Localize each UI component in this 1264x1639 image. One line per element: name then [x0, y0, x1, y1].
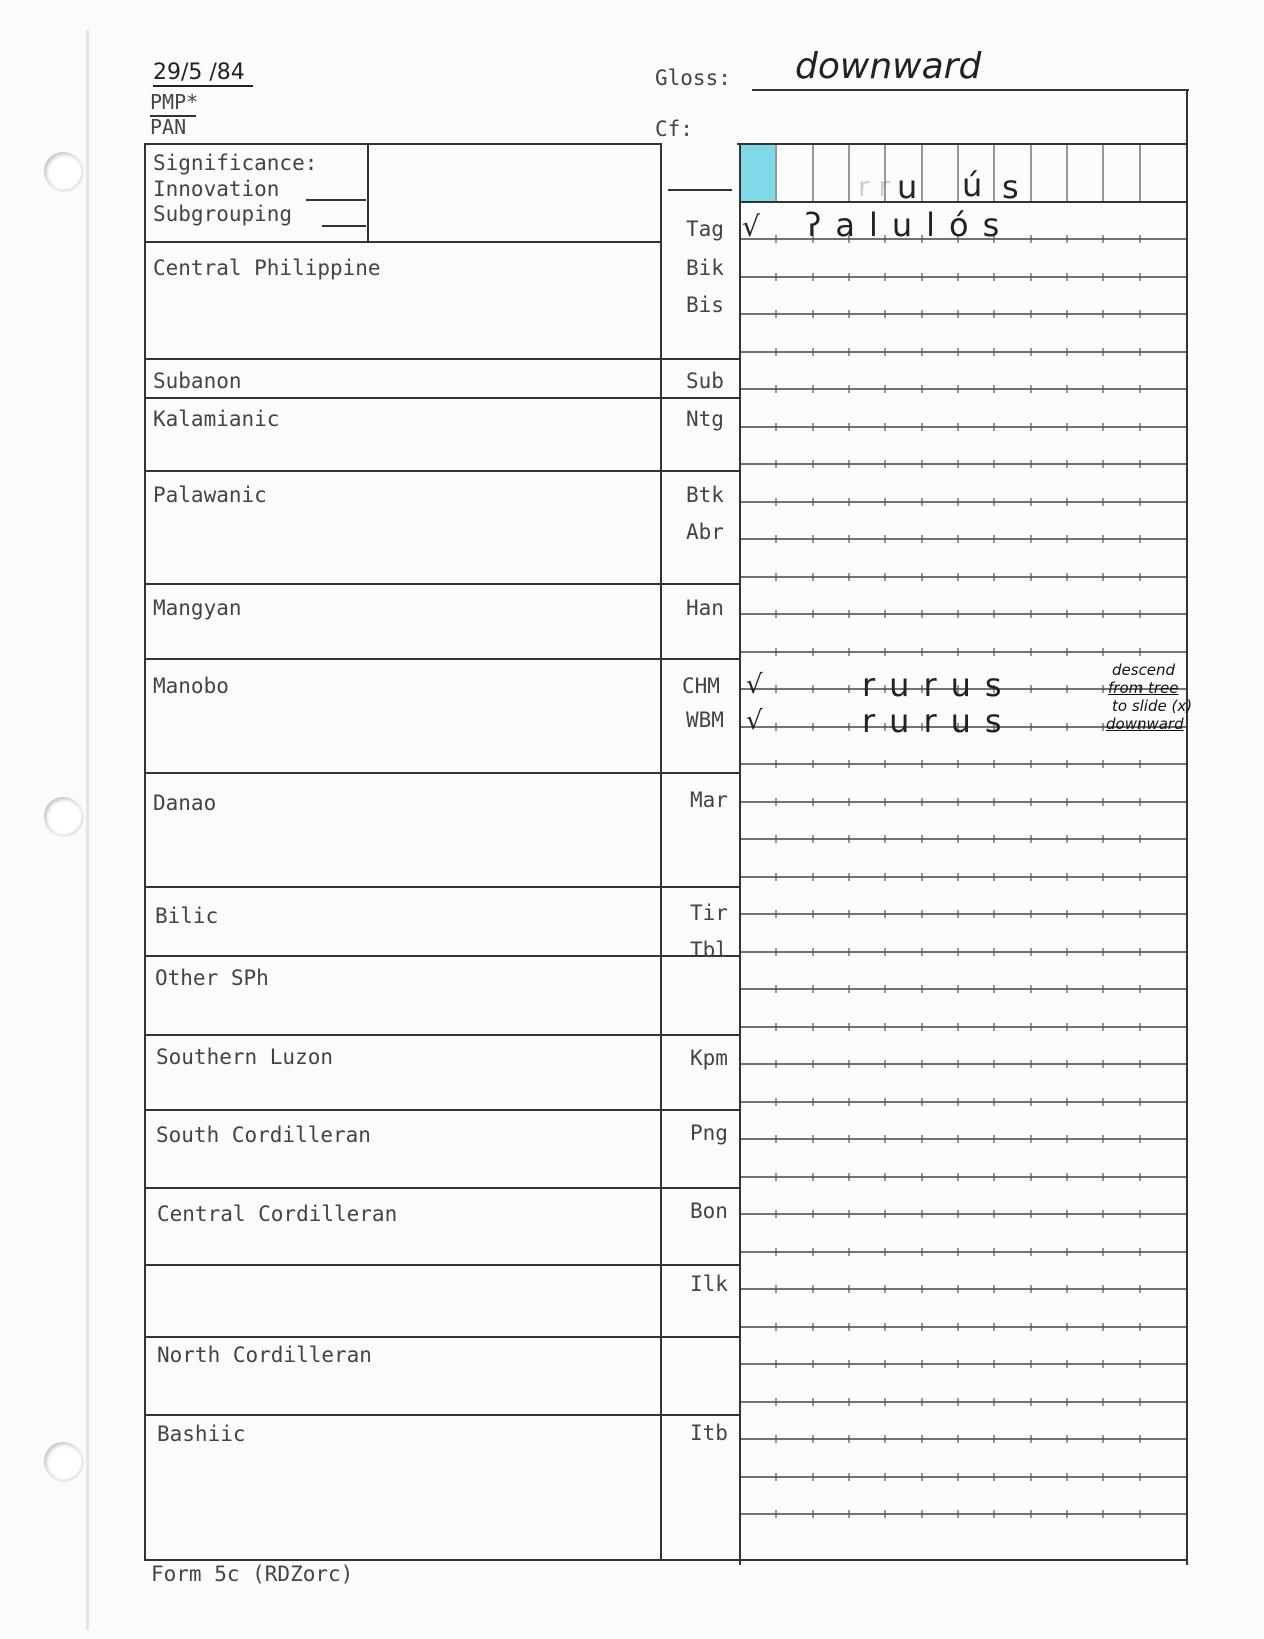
lang-png: Png: [690, 1121, 728, 1145]
group-other-sph: Other SPh: [155, 966, 269, 990]
lang-tir: Tir: [690, 901, 728, 925]
tag-check: √: [742, 210, 760, 243]
note-line-2: from tree: [1108, 679, 1179, 697]
lang-sub: Sub: [686, 369, 724, 393]
reconstruction-letter-s: s: [1002, 168, 1019, 206]
note-line-1: descend: [1112, 661, 1176, 679]
lang-mar: Mar: [690, 788, 728, 812]
gloss-label: Gloss:: [655, 66, 731, 90]
wbm-form: rurus: [862, 702, 1016, 740]
group-north-cordilleran: North Cordilleran: [157, 1343, 372, 1367]
reconstruction-letter-u2: ú: [962, 166, 983, 204]
gloss-value: downward: [795, 46, 982, 87]
cf-label: Cf:: [655, 117, 693, 141]
reconstruction-faint: r r: [858, 170, 890, 203]
group-central-cordilleran: Central Cordilleran: [157, 1202, 398, 1226]
group-south-cordilleran: South Cordilleran: [156, 1123, 371, 1147]
lang-abr: Abr: [686, 520, 724, 544]
lang-bik: Bik: [686, 256, 724, 280]
significance-title: Significance:: [153, 151, 318, 175]
group-palawanic: Palawanic: [153, 483, 267, 507]
lang-kpm: Kpm: [690, 1046, 728, 1070]
group-bashiic: Bashiic: [157, 1422, 246, 1446]
chm-form: rurus: [862, 666, 1016, 704]
lang-itb: Itb: [690, 1421, 728, 1445]
lang-bis: Bis: [686, 293, 724, 317]
lang-tbl: Tbl: [690, 938, 728, 962]
group-southern-luzon: Southern Luzon: [156, 1045, 334, 1069]
lang-ntg: Ntg: [686, 407, 724, 431]
note-line-4: downward: [1106, 715, 1184, 733]
chm-check: √: [746, 670, 763, 700]
lang-ilk: Ilk: [690, 1272, 728, 1296]
lang-chm: CHM: [682, 674, 720, 698]
date: 29/5 /84: [153, 60, 253, 87]
wbm-check: √: [746, 706, 763, 736]
pan-label: PAN: [150, 115, 187, 139]
reconstruction-letter-u1: u: [897, 168, 918, 206]
group-central-philippine: Central Philippine: [153, 256, 381, 280]
form-footer: Form 5c (RDZorc): [151, 1562, 354, 1586]
innovation-label: Innovation: [153, 177, 280, 201]
pmp-label: PMP*: [150, 90, 199, 114]
group-kalamianic: Kalamianic: [153, 407, 280, 431]
lang-bon: Bon: [690, 1199, 728, 1223]
group-manobo: Manobo: [153, 674, 229, 698]
lang-han: Han: [686, 596, 724, 620]
group-danao: Danao: [153, 791, 217, 815]
lang-wbm: WBM: [686, 708, 724, 732]
lang-tag: Tag: [686, 217, 724, 241]
group-subanon: Subanon: [153, 369, 242, 393]
group-mangyan: Mangyan: [153, 596, 242, 620]
lang-btk: Btk: [686, 483, 724, 507]
group-bilic: Bilic: [155, 904, 219, 928]
note-line-3: to slide (x): [1112, 697, 1193, 715]
tag-form: ʔalulós: [805, 206, 1014, 244]
subgrouping-label: Subgrouping: [153, 202, 293, 226]
